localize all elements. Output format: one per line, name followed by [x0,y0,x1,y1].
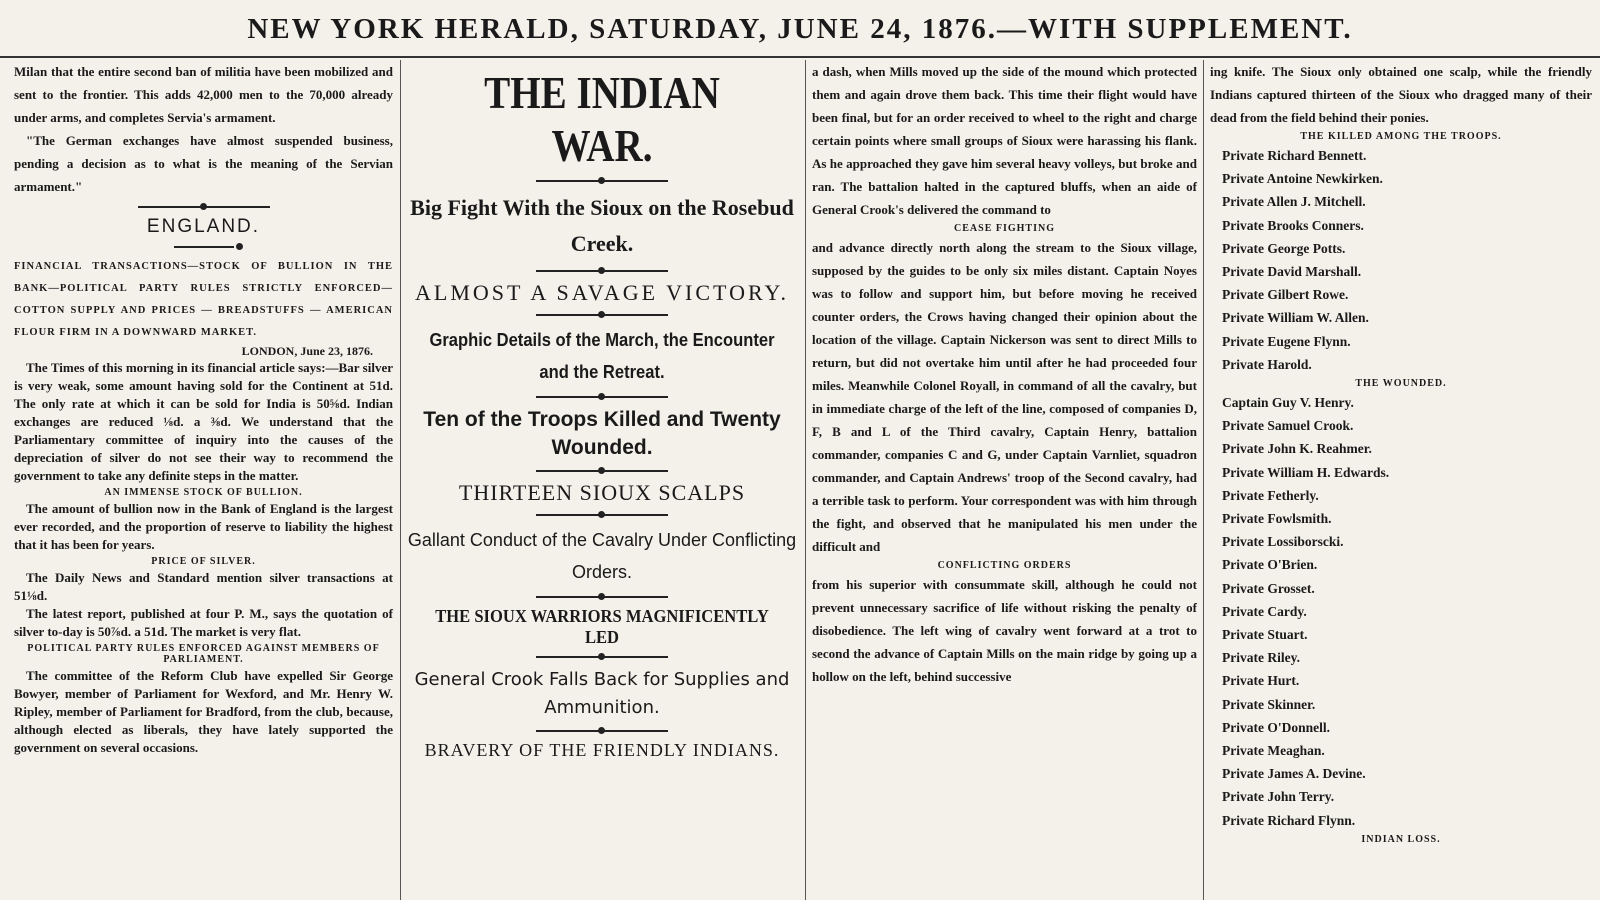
headline-deck: Ten of the Troops Killed and Twenty Wounded. [423,408,781,459]
headline-deck: THIRTEEN SIOUX SCALPS [458,480,746,505]
paragraph: ing knife. The Sioux only obtained one scalp, while the friendly Indians captured thirteen of the Sioux who dragged many of their dead from the field behind their ponies. [1210,64,1592,125]
list-item: Private Fowlsmith. [1222,511,1332,527]
list-item: Private Richard Flynn. [1222,812,1356,828]
paragraph: "The German exchanges have almost suspended business, pending a decision as to what is the meaning of the Servian armament." [14,133,393,194]
separator [536,180,668,182]
paragraph: and advance directly north along the stream to the Sioux village, supposed by the guides to be only six miles distant. Captain Noyes was to follow and support him, but before moving he received counter orders, the Crows having changed their opinion about the location of the village. Captain Nickerson was sent to direct Mills to return, but did not overtake him until after he had proceeded four miles. Meanwhile Colonel Royall, in command of all the cavalry, but in immediate charge of the left of the line, composed of companies D, F, B and L of the Third cavalry, Captain Henry, battalion commander, companies C and G, under Captain Varnliet, squadron commander, and Captain Andrews' troop of the Second cavalry, had a terrible task to perform. Your correspondent was with him through the fight, and observed that he manipulated his men under the difficult and [812,240,1197,554]
paragraph: The amount of bullion now in the Bank of England is the largest ever recorded, and the proportion of reserve to liability the highest that it has been for years. [14,501,393,552]
separator [536,470,668,472]
headline-deck: General Crook Falls Back for Supplies and Ammunition. [414,669,790,718]
separator [536,314,668,316]
list-item: Private William W. Allen. [1222,310,1369,326]
column-rule [805,60,806,900]
list-item: Private Riley. [1222,650,1300,666]
paragraph: The Daily News and Standard mention silver transactions at 51⅛d. [14,570,393,603]
separator [536,514,668,516]
subheading: AN IMMENSE STOCK OF BULLION. [104,487,303,498]
list-item: Private Harold. [1222,356,1312,372]
list-item: Private Stuart. [1222,627,1308,643]
separator [174,246,234,248]
paragraph: from his superior with consummate skill, although he could not prevent unnecessary sacrifice of life without risking the penalty of disobedience. The left wing of cavalry went forward at a trot to second the advance of Captain Mills on the main ridge by going up a hollow on the left, behind successive [812,577,1197,684]
headline-deck: Gallant Conduct of the Cavalry Under Conflicting Orders. [407,530,797,582]
list-item: Private Allen J. Mitchell. [1222,194,1366,210]
subheading: THE WOUNDED. [1355,378,1447,390]
headline-deck: ALMOST A SAVAGE VICTORY. [415,280,789,305]
list-item: Private Brooks Conners. [1222,217,1364,233]
list-item: Private Skinner. [1222,696,1316,712]
killed-list [1210,144,1592,376]
paragraph: The committee of the Reform Club have expelled Sir George Bowyer, member of Parliament for Wexford, and Mr. Henry W. Ripley, member of Parliament for Bradford, from the club, because, although elected as liberals, they have lately supported the government on several occasions. [14,668,393,755]
list-item: Private John K. Reahmer. [1222,441,1372,457]
column-2-headlines [401,60,803,900]
list-item: Private O'Brien. [1222,557,1318,573]
subheading: PRICE OF SILVER. [151,556,256,567]
summary-heading: FINANCIAL TRANSACTIONS—STOCK OF BULLION IN THE BANK—POLITICAL PARTY RULES STRICTLY ENFORCED—COTTON SUPPLY AND PRICES — BREADSTUFFS — AMERICAN FLOUR FIRM IN A DOWNWARD MARKET. [14,261,393,338]
list-item: Private Gilbert Rowe. [1222,287,1349,303]
column-4 [1206,60,1596,900]
headline-deck: Graphic Details of the March, the Encounter and the Retreat. [429,330,775,382]
main-headline: THE INDIAN WAR. [484,67,720,171]
paragraph: Milan that the entire second ban of militia have been mobilized and sent to the frontier. This adds 42,000 men to the 70,000 already under arms, and completes Servia's armament. [14,64,393,125]
separator [138,206,270,208]
list-item: Private Grosset. [1222,580,1315,596]
list-item: Private Fetherly. [1222,487,1319,503]
subheading: POLITICAL PARTY RULES ENFORCED AGAINST MEMBERS OF PARLIAMENT. [27,643,380,665]
separator [536,596,668,598]
subheading: INDIAN LOSS. [1361,833,1441,845]
list-item: Private James A. Devine. [1222,766,1366,782]
list-item: Private Samuel Crook. [1222,418,1354,434]
subheading: THE KILLED AMONG THE TROOPS. [1300,131,1502,142]
list-item: Private Meaghan. [1222,743,1325,759]
column-1 [10,60,397,900]
wounded-list [1210,391,1592,832]
list-item: Private Cardy. [1222,603,1307,619]
paragraph: a dash, when Mills moved up the side of the mound which protected them and again drove them back. This time their flight would have been final, but for an order received to wheel to the right and charge certain points where small groups of Sioux were harassing his flank. As he approached they gave him several heavy volleys, but broke and ran. The battalion halted in the captured bluffs, when an aide of General Crook's delivered the command to [812,64,1197,217]
separator [536,396,668,398]
list-item: Private Antoine Newkirken. [1222,171,1383,187]
section-heading: ENGLAND. [146,216,261,237]
column-3 [808,60,1201,900]
paragraph: The latest report, published at four P. M., says the quotation of silver to-day is 50⅞d. a 51d. The market is very flat. [14,606,393,639]
headline-deck: Big Fight With the Sioux on the Rosebud Creek. [410,195,794,256]
paragraph: The Times of this morning in its financial article says:—Bar silver is very weak, some amount having sold for the Continent at 51d. The only rate at which it can be sold for India is 50⅝d. Indian exchanges are reduced ⅛d. a ⅜d. We understand that the Parliamentary committee of inquiry into the causes of the depreciation of silver do not see their way to recommend the government to take any definite steps in the matter. [14,360,393,483]
headline-deck: THE SIOUX WARRIORS MAGNIFICENTLY LED [435,606,769,647]
headline-deck: BRAVERY OF THE FRIENDLY INDIANS. [424,740,780,760]
separator [536,730,668,732]
dateline: LONDON, June 23, 1876. [241,344,373,358]
list-item: Private O'Donnell. [1222,719,1330,735]
list-item: Private Richard Bennett. [1222,148,1367,163]
separator [536,656,668,658]
list-item: Private George Potts. [1222,240,1346,256]
list-item: Captain Guy V. Henry. [1222,395,1354,411]
list-item: Private John Terry. [1222,789,1335,805]
list-item: Private Eugene Flynn. [1222,333,1351,349]
list-item: Private Hurt. [1222,673,1300,689]
subheading: CEASE FIGHTING [954,223,1055,234]
subheading: CONFLICTING ORDERS [937,560,1072,571]
masthead: NEW YORK HERALD, SATURDAY, JUNE 24, 1876.—WITH SUPPLEMENT. [0,0,1600,58]
separator [536,270,668,272]
list-item: Private David Marshall. [1222,264,1362,280]
list-item: Private William H. Edwards. [1222,464,1390,480]
column-rule [1203,60,1204,900]
list-item: Private Lossiborscki. [1222,534,1344,550]
